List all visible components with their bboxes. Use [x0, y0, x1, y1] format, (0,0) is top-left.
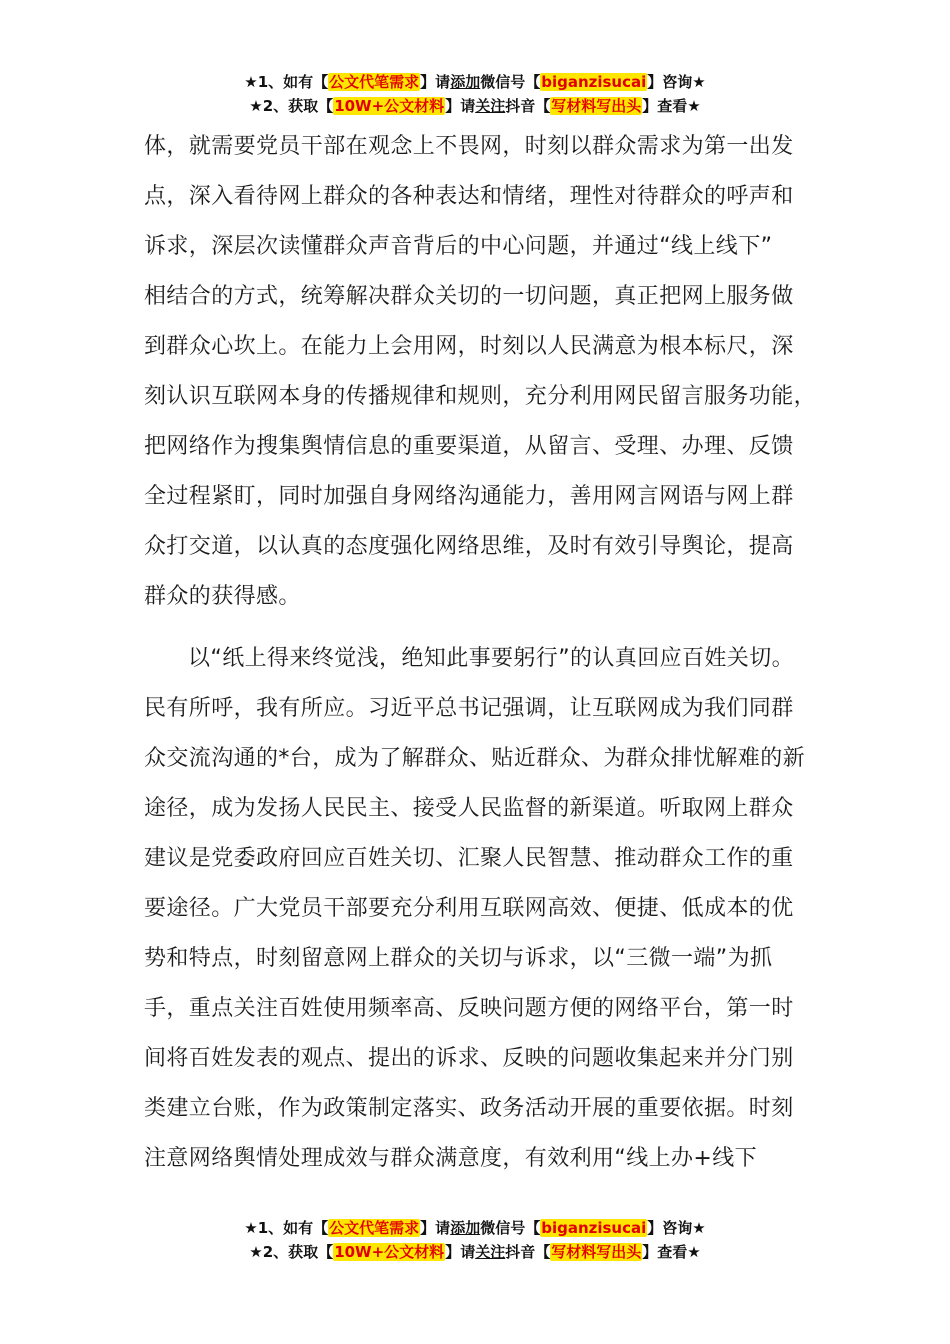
footer-banner [0, 1216, 950, 1264]
banner-text: 】请 [445, 97, 476, 115]
banner-text: 微信号【 [480, 73, 541, 91]
banner-text: 】请 [420, 1219, 451, 1237]
highlight-materials: 10W+公文材料 [334, 97, 445, 115]
underlined-text: 关注 [475, 97, 506, 115]
text-line: 到群众心坎上。在能力上会用网，时刻以人民满意为根本标尺，深 [144, 334, 794, 359]
text-line: 建议是党委政府回应百姓关切、汇聚人民智慧、推动群众工作的重 [144, 846, 794, 871]
banner-text: 】查看★ [642, 1243, 701, 1261]
banner-text: 】咨询★ [647, 1219, 706, 1237]
text-line: 众打交道，以认真的态度强化网络思维，及时有效引导舆论，提高 [144, 534, 794, 559]
text-line: 手，重点关注百姓使用频率高、反映问题方便的网络平台，第一时 [144, 996, 794, 1021]
text-line: 点，深入看待网上群众的各种表达和情绪，理性对待群众的呼声和 [144, 184, 794, 209]
banner-text: ★1、如有【 [244, 73, 329, 91]
highlight-wechat-id: biganzisucai [541, 1219, 647, 1237]
banner-line-2 [0, 94, 950, 118]
underlined-text: 添加 [450, 73, 481, 91]
text-line: 诉求，深层次读懂群众声音背后的中心问题，并通过“线上线下” [144, 234, 773, 259]
banner-text: 】查看★ [642, 97, 701, 115]
underlined-text: 关注 [475, 1243, 506, 1261]
banner-text: 】请 [445, 1243, 476, 1261]
text-line: 刻认识互联网本身的传播规律和规则，充分利用网民留言服务功能， [144, 384, 817, 409]
banner-text: ★2、获取【 [249, 97, 334, 115]
text-line: 体，就需要党员干部在观念上不畏网，时刻以群众需求为第一出发 [144, 134, 794, 159]
text-line: 途径，成为发扬人民民主、接受人民监督的新渠道。听取网上群众 [144, 796, 794, 821]
text-line: 以“纸上得来终觉浅，绝知此事要躬行”的认真回应百姓关切。 [188, 646, 794, 671]
banner-text: ★2、获取【 [249, 1243, 334, 1261]
highlight-materials: 10W+公文材料 [334, 1243, 445, 1261]
banner-text: 】请 [420, 73, 451, 91]
text-line: 把网络作为搜集舆情信息的重要渠道，从留言、受理、办理、反馈 [144, 434, 794, 459]
text-line: 间将百姓发表的观点、提出的诉求、反映的问题收集起来并分门别 [144, 1046, 794, 1071]
highlight-wechat-id: biganzisucai [541, 73, 647, 91]
text-line: 群众的获得感。 [144, 584, 301, 609]
banner-line-2 [0, 1240, 950, 1264]
highlight-douyin-account: 写材料写出头 [551, 97, 642, 115]
text-line: 相结合的方式，统筹解决群众关切的一切问题，真正把网上服务做 [144, 284, 794, 309]
text-line: 全过程紧盯，同时加强自身网络沟通能力，善用网言网语与网上群 [144, 484, 794, 509]
text-line: 类建立台账，作为政策制定落实、政务活动开展的重要依据。时刻 [144, 1096, 794, 1121]
text-line: 民有所呼，我有所应。习近平总书记强调，让互联网成为我们同群 [144, 696, 794, 721]
text-line: 众交流沟通的*台，成为了解群众、贴近群众、为群众排忧解难的新 [144, 746, 806, 771]
banner-line-1 [0, 70, 950, 94]
text-line: 注意网络舆情处理成效与群众满意度，有效利用“线上办+线下 [144, 1146, 758, 1171]
highlight-douyin-account: 写材料写出头 [551, 1243, 642, 1261]
highlight-service: 公文代笔需求 [329, 73, 420, 91]
highlight-service: 公文代笔需求 [329, 1219, 420, 1237]
header-banner [0, 70, 950, 118]
banner-text: 】咨询★ [647, 73, 706, 91]
underlined-text: 添加 [450, 1219, 481, 1237]
text-line: 要途径。广大党员干部要充分利用互联网高效、便捷、低成本的优 [144, 896, 794, 921]
text-line: 势和特点，时刻留意网上群众的关切与诉求，以“三微一端”为抓 [144, 946, 773, 971]
banner-text: 微信号【 [480, 1219, 541, 1237]
paragraph-2 [144, 634, 834, 1184]
banner-text: ★1、如有【 [244, 1219, 329, 1237]
document-body [144, 122, 834, 1184]
banner-text: 抖音【 [505, 97, 551, 115]
paragraph-1 [144, 122, 834, 622]
banner-line-1 [0, 1216, 950, 1240]
banner-text: 抖音【 [505, 1243, 551, 1261]
